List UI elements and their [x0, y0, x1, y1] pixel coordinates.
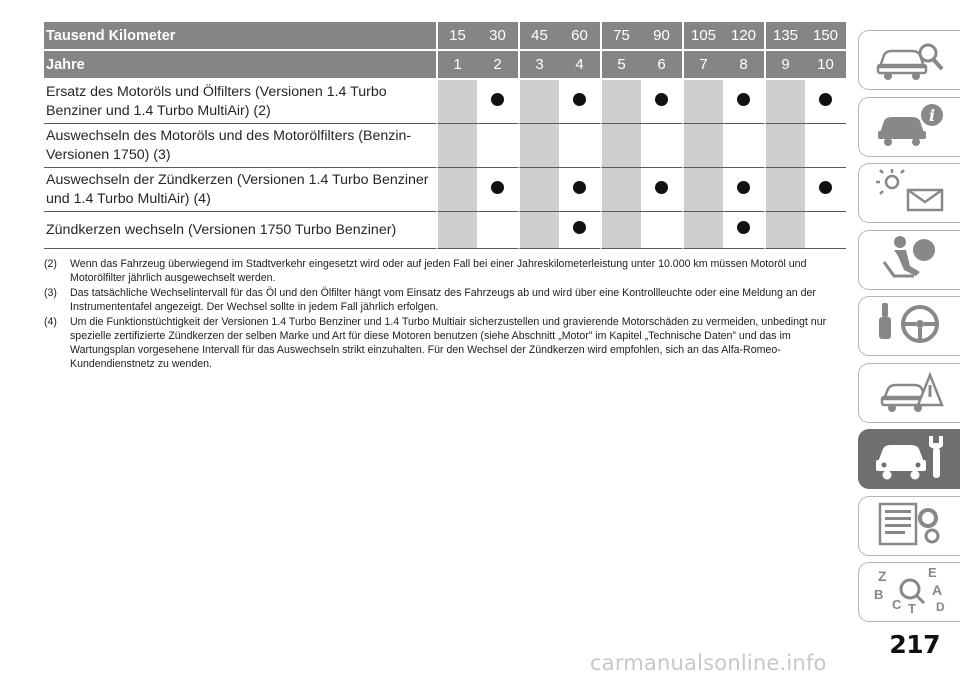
required-dot-icon — [491, 181, 504, 194]
page-number: 217 — [889, 630, 940, 659]
header-row-years-value: 8 — [723, 51, 764, 80]
required-dot-icon — [573, 181, 586, 194]
header-row-km-value: 30 — [477, 22, 518, 51]
header-row-years — [44, 51, 846, 80]
svg-text:E: E — [927, 564, 937, 580]
schedule-cell — [477, 168, 518, 212]
required-dot-icon — [819, 93, 832, 106]
chapter-tab[interactable] — [858, 230, 960, 290]
schedule-cell — [764, 124, 805, 168]
warning-lights-messages-icon — [870, 166, 950, 221]
svg-text:B: B — [873, 586, 883, 602]
required-dot-icon — [491, 93, 504, 106]
schedule-cell — [764, 80, 805, 124]
car-info-icon — [870, 99, 950, 154]
chapter-tab[interactable] — [858, 363, 960, 423]
header-row-years-value: 7 — [682, 51, 723, 80]
header-row-years-value: 5 — [600, 51, 641, 80]
schedule-cell — [559, 124, 600, 168]
header-row-km-value: 15 — [436, 22, 477, 51]
schedule-cell — [805, 124, 846, 168]
schedule-cell — [559, 212, 600, 249]
table-row — [44, 124, 846, 168]
chapter-tab[interactable] — [858, 163, 960, 223]
maintenance-schedule-table-container — [44, 22, 846, 249]
airbag-safety-icon — [870, 232, 950, 287]
chapter-tab[interactable] — [858, 496, 960, 556]
footnote-text: Um die Funktionstüchtigkeit der Versionen 1.4 Turbo Benziner und 1.4 Turbo Multiair sicherzustellen und gravierende Motorschäden zu vermeiden, unbedingt nur spezielle zertifizierte Zündkerzen der selben Marke und Art für diese Motoren benutzen (siehe Abschnitt „Motor” im Kapitel „Technische Daten” und das im Wartungsplan vorgesehene Intervall für das Auswechseln strikt einzuhalten. Für den Wechsel der Zündkerzen wird empfohlen, sich an das Alfa-Romeo-Kundendienstnetz zu wenden. — [70, 316, 827, 370]
schedule-cell — [641, 168, 682, 212]
schedule-cell — [682, 124, 723, 168]
schedule-cell — [764, 168, 805, 212]
chapter-tab[interactable] — [858, 30, 960, 90]
schedule-cell — [436, 168, 477, 212]
header-row-years-label: Jahre — [44, 51, 436, 80]
svg-text:i: i — [928, 106, 935, 125]
schedule-cell — [518, 212, 559, 249]
maintenance-schedule-table — [44, 22, 846, 249]
alphabetical-index-icon — [870, 565, 950, 620]
required-dot-icon — [573, 93, 586, 106]
header-row-years-value: 10 — [805, 51, 846, 80]
schedule-cell — [600, 124, 641, 168]
schedule-cell — [477, 80, 518, 124]
schedule-cell — [682, 212, 723, 249]
svg-text:C: C — [891, 596, 901, 612]
header-row-km-value: 90 — [641, 22, 682, 51]
header-row-years-value: 4 — [559, 51, 600, 80]
footnote-ref: (3) — [44, 287, 57, 299]
schedule-cell — [641, 212, 682, 249]
schedule-cell — [477, 212, 518, 249]
schedule-cell — [600, 168, 641, 212]
header-row-km-value: 75 — [600, 22, 641, 51]
schedule-cell — [600, 212, 641, 249]
footnote-ref: (2) — [44, 258, 57, 270]
car-search-icon — [870, 33, 950, 88]
required-dot-icon — [737, 221, 750, 234]
key-steering-wheel-icon — [870, 299, 950, 354]
footnote — [44, 286, 834, 314]
header-row-km-value: 150 — [805, 22, 846, 51]
schedule-cell — [723, 124, 764, 168]
footnote-text: Das tatsächliche Wechselintervall für das Öl und den Ölfilter hängt vom Einsatz des Fahrzeugs ab und wird über eine Kontrollleuchte oder eine Meldung an der Instrumententafel angezeigt. Der Wechsel sollte in jedem Fall jährlich erfolgen. — [70, 287, 816, 313]
header-row-km-value: 45 — [518, 22, 559, 51]
table-row — [44, 212, 846, 249]
table-row — [44, 168, 846, 212]
svg-text:A: A — [931, 581, 942, 598]
schedule-cell — [682, 168, 723, 212]
schedule-cell — [805, 212, 846, 249]
emergency-car-icon — [870, 365, 950, 420]
chapter-sidebar — [858, 30, 960, 629]
header-row-km-label: Tausend Kilometer — [44, 22, 436, 51]
header-row-km-value: 60 — [559, 22, 600, 51]
svg-text:D: D — [935, 599, 945, 614]
required-dot-icon — [573, 221, 586, 234]
footnote-text: Wenn das Fahrzeug überwiegend im Stadtverkehr eingesetzt wird oder auf jeden Fall bei einer Jahreskilometerleistung unter 10.000 km müssen Motoröl und Motorölfilter jährlich ausgewechselt werden. — [70, 258, 807, 284]
chapter-tab[interactable] — [858, 429, 960, 489]
required-dot-icon — [819, 181, 832, 194]
schedule-cell — [559, 168, 600, 212]
schedule-cell — [600, 80, 641, 124]
schedule-cell — [764, 212, 805, 249]
schedule-cell — [518, 124, 559, 168]
schedule-cell — [518, 80, 559, 124]
operation-label: Ersatz des Motoröls und Ölfilters (Versionen 1.4 Turbo Benziner und 1.4 Turbo MultiAir) (2) — [44, 80, 436, 124]
schedule-cell — [477, 124, 518, 168]
required-dot-icon — [655, 181, 668, 194]
schedule-cell — [723, 168, 764, 212]
car-maintenance-wrench-icon — [870, 432, 950, 487]
header-row-years-value: 6 — [641, 51, 682, 80]
schedule-cell — [723, 212, 764, 249]
header-row-km-value: 105 — [682, 22, 723, 51]
svg-text:T: T — [907, 600, 916, 615]
header-row-km-value: 120 — [723, 22, 764, 51]
chapter-tab[interactable] — [858, 562, 960, 622]
schedule-cell — [436, 212, 477, 249]
svg-text:Z: Z — [877, 567, 887, 584]
footnote-ref: (4) — [44, 316, 57, 328]
header-row-years-value: 3 — [518, 51, 559, 80]
operation-label: Zündkerzen wechseln (Versionen 1750 Turbo Benziner) — [44, 212, 436, 249]
schedule-cell — [805, 80, 846, 124]
footnotes — [44, 257, 834, 372]
header-row-km — [44, 22, 846, 51]
schedule-cell — [723, 80, 764, 124]
schedule-cell — [436, 124, 477, 168]
schedule-cell — [805, 168, 846, 212]
required-dot-icon — [737, 181, 750, 194]
header-row-years-value: 1 — [436, 51, 477, 80]
technical-data-list-icon — [870, 498, 950, 553]
schedule-cell — [436, 80, 477, 124]
operation-label: Auswechseln des Motoröls und des Motorölfilters (Benzin-Versionen 1750) (3) — [44, 124, 436, 168]
chapter-tab[interactable] — [858, 97, 960, 157]
footnote — [44, 315, 834, 371]
header-row-years-value: 2 — [477, 51, 518, 80]
watermark: carmanualsonline.info — [590, 651, 827, 675]
schedule-cell — [641, 124, 682, 168]
chapter-tab[interactable] — [858, 296, 960, 356]
required-dot-icon — [655, 93, 668, 106]
footnote — [44, 257, 834, 285]
table-row — [44, 80, 846, 124]
operation-label: Auswechseln der Zündkerzen (Versionen 1.4 Turbo Benziner und 1.4 Turbo MultiAir) (4) — [44, 168, 436, 212]
header-row-km-value: 135 — [764, 22, 805, 51]
schedule-cell — [518, 168, 559, 212]
schedule-cell — [682, 80, 723, 124]
required-dot-icon — [737, 93, 750, 106]
header-row-years-value: 9 — [764, 51, 805, 80]
schedule-cell — [559, 80, 600, 124]
schedule-cell — [641, 80, 682, 124]
